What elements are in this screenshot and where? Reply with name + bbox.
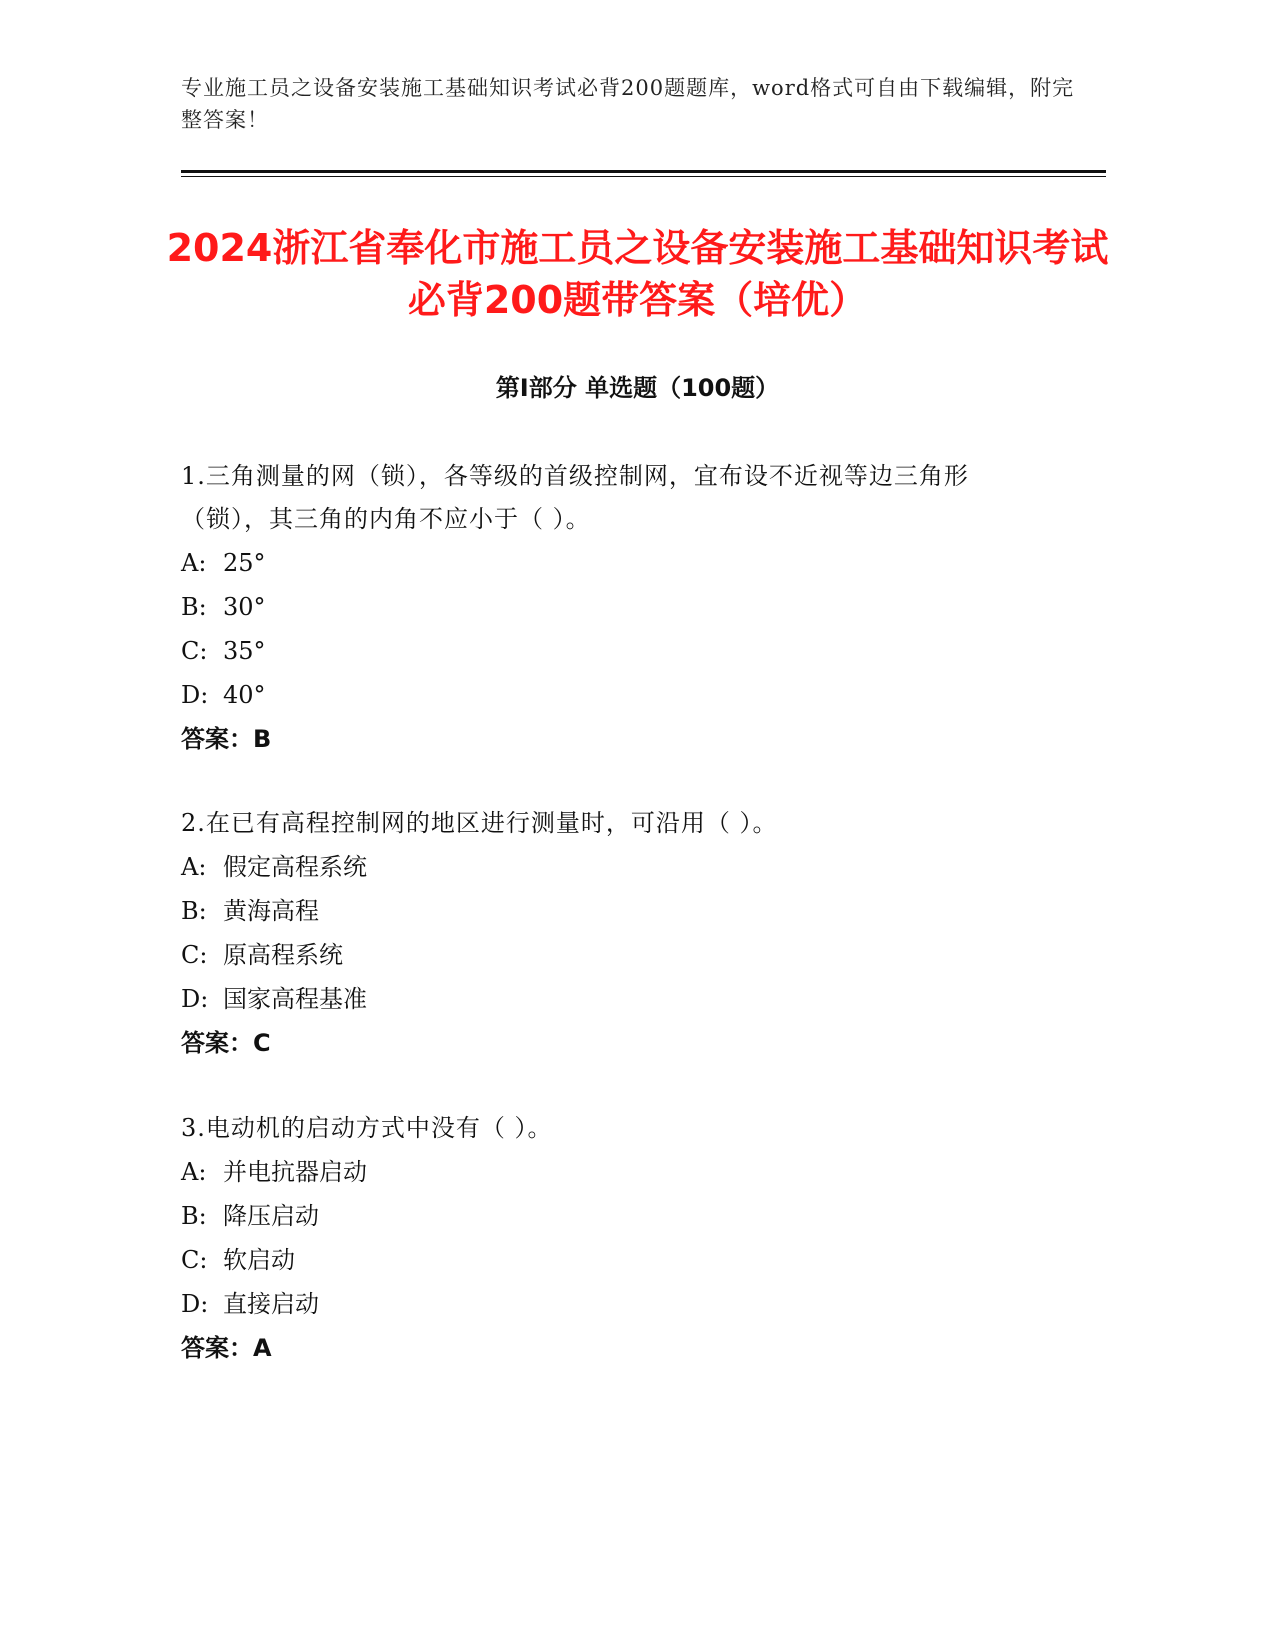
option-c [181,629,1051,673]
option-text: 原高程系统 [223,941,343,969]
option-text: 25° [223,549,266,577]
option-key: D: [181,1290,209,1318]
option-a [181,1150,1051,1194]
option-b [181,585,1051,629]
option-b [181,1194,1051,1238]
answer-line: 答案：C [181,1029,271,1057]
answer-line: 答案：B [181,725,272,753]
option-key: B: [181,897,207,925]
question-2 [181,802,1051,1065]
option-text: 软启动 [223,1246,295,1274]
option-text: 直接启动 [223,1290,319,1318]
question-stem: 1.三角测量的网（锁），各等级的首级控制网，宜布设不近视等边三角形（锁），其三角的内角不应小于（ ）。 [181,462,969,533]
question-3 [181,1107,1051,1370]
option-a [181,541,1051,585]
option-text: 降压启动 [223,1202,319,1230]
option-d [181,977,1051,1021]
document-title: 2024浙江省奉化市施工员之设备安装施工基础知识考试必背200题带答案（培优） [166,226,1109,322]
header-rule-thick [181,170,1106,173]
option-key: C: [181,941,208,969]
question-1 [181,455,1051,761]
option-text: 并电抗器启动 [223,1158,367,1186]
option-key: D: [181,681,209,709]
option-b [181,889,1051,933]
option-key: D: [181,985,209,1013]
answer-line: 答案：A [181,1334,272,1362]
option-key: A: [181,549,207,577]
header-rule-thin [181,176,1106,177]
option-text: 40° [223,681,266,709]
option-key: B: [181,1202,207,1230]
option-key: C: [181,1246,208,1274]
option-c [181,933,1051,977]
option-text: 30° [223,593,266,621]
option-key: A: [181,1158,207,1186]
option-text: 黄海高程 [223,897,319,925]
option-text: 国家高程基准 [223,985,367,1013]
option-d [181,1282,1051,1326]
option-text: 假定高程系统 [223,853,367,881]
option-c [181,1238,1051,1282]
option-key: A: [181,853,207,881]
option-text: 35° [223,637,266,665]
option-key: B: [181,593,207,621]
question-stem: 2.在已有高程控制网的地区进行测量时，可沿用（ ）。 [181,809,778,837]
option-a [181,845,1051,889]
option-key: C: [181,637,208,665]
question-stem: 3.电动机的启动方式中没有（ ）。 [181,1114,553,1142]
header-note: 专业施工员之设备安装施工基础知识考试必背200题题库，word格式可自由下载编辑，附完整答案！ [181,76,1075,132]
section-heading: 第Ⅰ部分 单选题（100题） [495,374,780,402]
option-d [181,673,1051,717]
